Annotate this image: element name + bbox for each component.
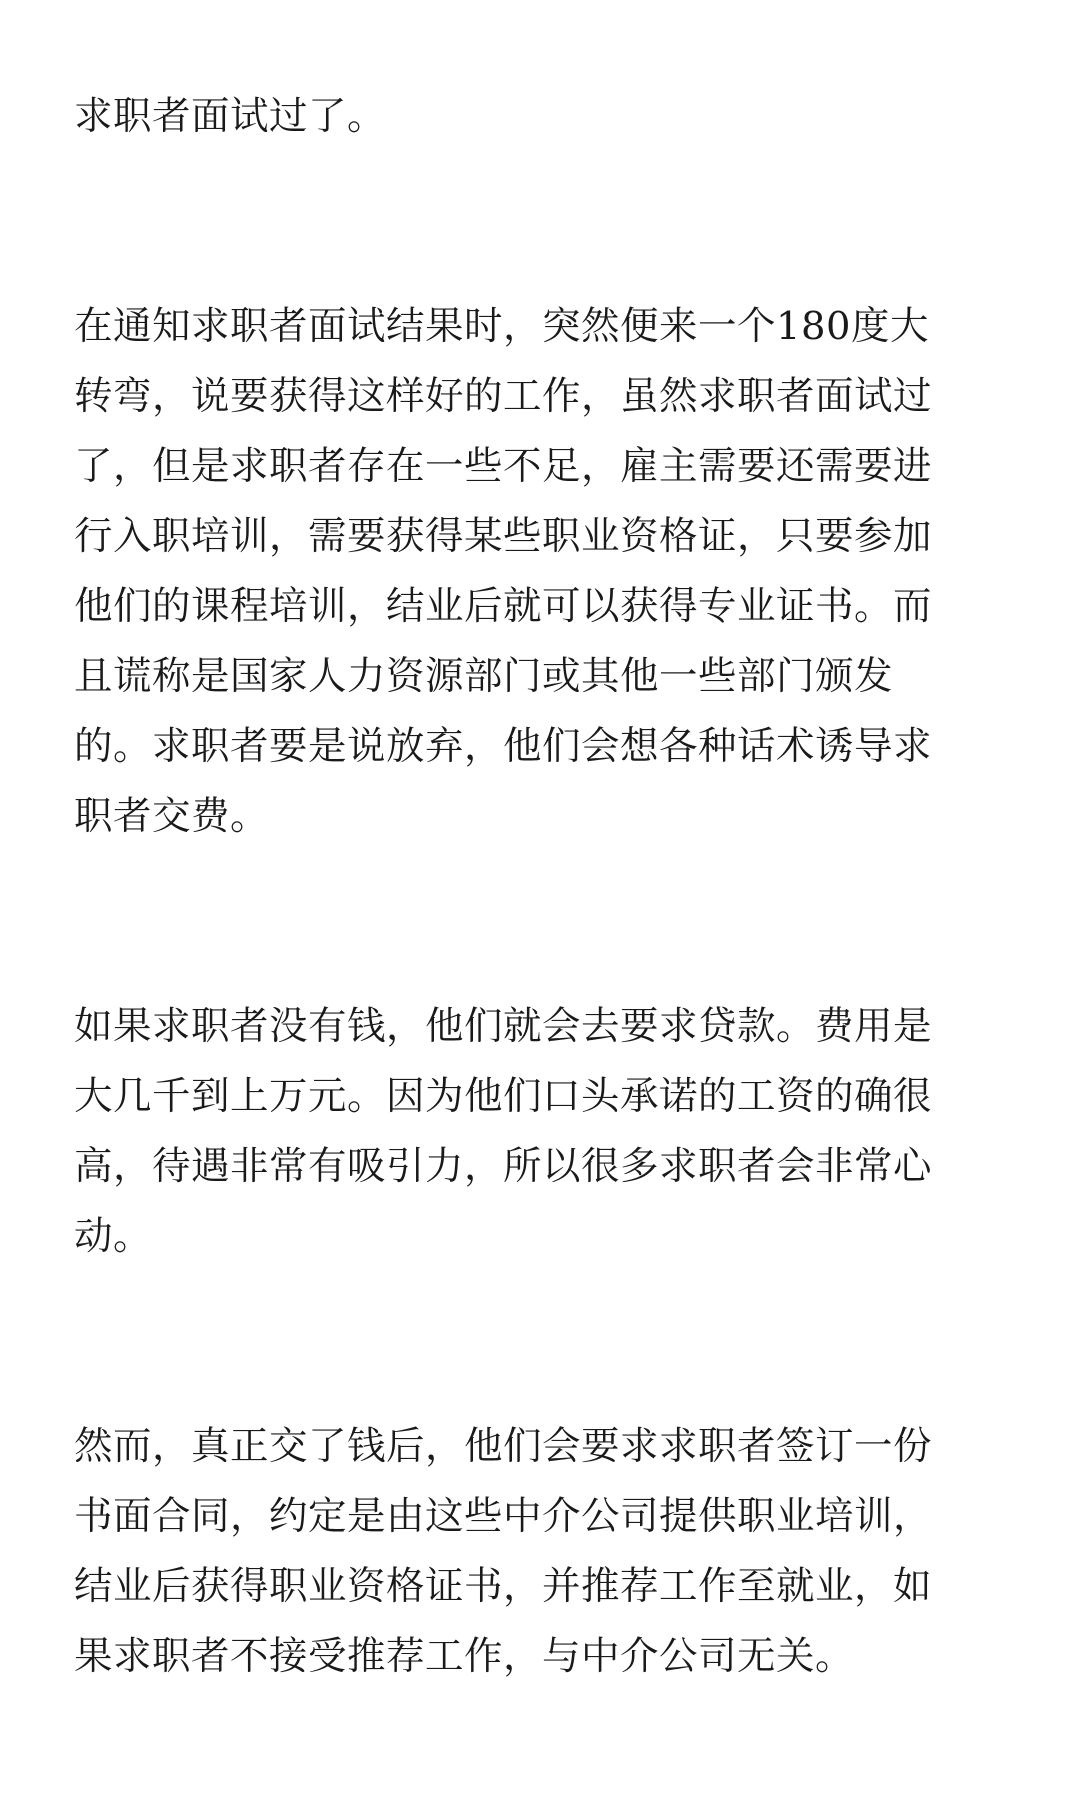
text-line: 且谎称是国家人力资源部门或其他一些部门颁发 bbox=[74, 654, 894, 699]
text-line: 在通知求职者面试结果时，突然便来一个180度大 bbox=[74, 304, 929, 349]
article-body bbox=[74, 82, 1010, 1692]
text-line: 职者交费。 bbox=[74, 794, 270, 839]
text-line: 果求职者不接受推荐工作，与中介公司无关。 bbox=[74, 1634, 855, 1679]
paragraph-4 bbox=[74, 1412, 1010, 1692]
paragraph-2 bbox=[74, 292, 1010, 852]
text-line: 动。 bbox=[74, 1214, 153, 1259]
text-line: 结业后获得职业资格证书，并推荐工作至就业，如 bbox=[74, 1564, 933, 1609]
paragraph-1 bbox=[74, 82, 1010, 152]
text-line: 高，待遇非常有吸引力，所以很多求职者会非常心 bbox=[74, 1144, 933, 1189]
text-line: 转弯，说要获得这样好的工作，虽然求职者面试过 bbox=[74, 374, 933, 419]
text-line: 了，但是求职者存在一些不足，雇主需要还需要进 bbox=[74, 444, 933, 489]
text-line: 求职者面试过了。 bbox=[74, 94, 387, 139]
text-line: 书面合同，约定是由这些中介公司提供职业培训， bbox=[74, 1494, 933, 1539]
text-line: 大几千到上万元。因为他们口头承诺的工资的确很 bbox=[74, 1074, 933, 1119]
paragraph-3 bbox=[74, 992, 1010, 1272]
text-line: 他们的课程培训，结业后就可以获得专业证书。而 bbox=[74, 584, 933, 629]
text-line: 的。求职者要是说放弃，他们会想各种话术诱导求 bbox=[74, 724, 933, 769]
text-line: 然而，真正交了钱后，他们会要求求职者签订一份 bbox=[74, 1424, 933, 1469]
text-line: 如果求职者没有钱，他们就会去要求贷款。费用是 bbox=[74, 1004, 933, 1049]
text-line: 行入职培训，需要获得某些职业资格证，只要参加 bbox=[74, 514, 933, 559]
